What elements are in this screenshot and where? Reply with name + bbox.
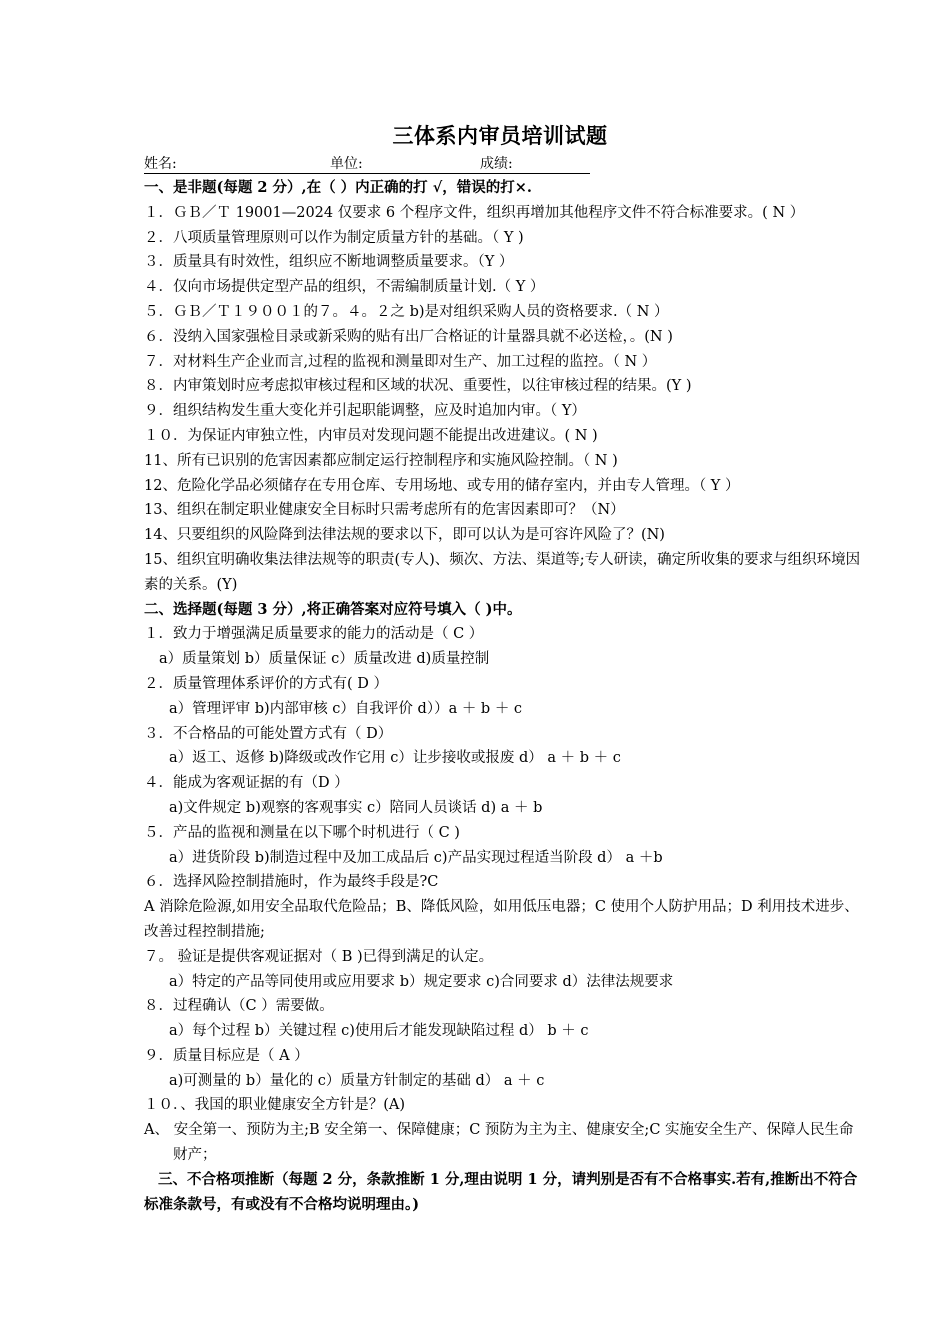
tf-item: １０．为保证内审独立性，内审员对发现问题不能提出改进建议。( N ) xyxy=(144,427,598,444)
mc-question: ３．不合格品的可能处置方式有（ D） xyxy=(144,725,393,742)
tf-item: ９．组织结构发生重大变化并引起职能调整，应及时追加内审。（ Y） xyxy=(144,403,586,420)
mc-question: ６．选择风险控制措施时，作为最终手段是?C xyxy=(144,874,439,891)
section3-heading: 三、不合格项推断（每题 2 分，条款推断 1 分,理由说明 1 分，请判别是否有不合格事实.若有,推断出不符合标准条款号，有或没有不合格均说明理由。) xyxy=(144,1170,858,1213)
section1-heading: 一、是非题(每题 2 分）,在（ ）内正确的打 √，错误的打×. xyxy=(144,179,532,196)
tf-item: ２．八项质量管理原则可以作为制定质量方针的基础。（ Y ) xyxy=(144,229,524,246)
mc-options: a）返工、返修 b)降级或改作它用 c）让步接收或报废 d） a ＋ b ＋ c xyxy=(169,750,621,767)
mc-options: a）进货阶段 b)制造过程中及加工成品后 c)产品实现过程适当阶段 d） a ＋b xyxy=(169,849,663,866)
tf-item: ８．内审策划时应考虑拟审核过程和区域的状况、重要性，以往审核过程的结果。(Y ) xyxy=(144,378,692,395)
mc-options: a）特定的产品等同使用或应用要求 b）规定要求 c)合同要求 d）法律法规要求 xyxy=(169,973,674,990)
document-title: 三体系内审员培训试题 xyxy=(392,123,608,148)
mc-question: １０．、我国的职业健康安全方针是？(A) xyxy=(144,1097,406,1114)
mc-options: A 消除危险源,如用安全品取代危险品；B、降低风险，如用低压电器；C 使用个人防护用品；D 利用技术进步、改善过程控制措施; xyxy=(144,899,859,940)
mc-question: ９．质量目标应是（ A ） xyxy=(144,1047,309,1064)
tf-item: 14、只要组织的风险降到法律法规的要求以下，即可以认为是可容许风险了？(N) xyxy=(144,527,665,544)
mc-question: ７。 验证是提供客观证据对（ B )已得到满足的认定。 xyxy=(144,948,494,965)
mc-question: ８．过程确认（C ）需要做。 xyxy=(144,998,334,1015)
tf-item: 13、组织在制定职业健康安全目标时只需考虑所有的危害因素即可？（N） xyxy=(144,502,625,519)
score-label: 成绩: xyxy=(480,156,513,172)
tf-item: 15、组织宜明确收集法律法规等的职责(专人)、频次、方法、渠道等;专人研读，确定所收集的要求与组织环境因素的关系。(Y) xyxy=(144,551,861,593)
mc-question: ５．产品的监视和测量在以下哪个时机进行（ C ) xyxy=(144,824,460,841)
mc-options: a)文件规定 b)观察的客观事实 c）陪同人员谈话 d) a ＋ b xyxy=(169,799,543,816)
tf-item: 12、危险化学品必须储存在专用仓库、专用场地、或专用的储存室内，并由专人管理。（ Y ） xyxy=(144,477,740,494)
tf-item: ３．质量具有时效性，组织应不断地调整质量要求。（Y ） xyxy=(144,254,514,271)
mc-options: a）管理评审 b)内部审核 c）自我评价 d））a ＋ b ＋ c xyxy=(169,700,523,717)
tf-item: ７．对材料生产企业而言,过程的监视和测量即对生产、加工过程的监控。（ N ） xyxy=(144,353,657,370)
mc-question: ４．能成为客观证据的有（D ） xyxy=(144,775,349,792)
name-label: 姓名: xyxy=(144,156,177,172)
section2-heading: 二、选择题(每题 3 分）,将正确答案对应符号填入（ )中。 xyxy=(144,600,522,618)
mc-options: A、 安全第一、预防为主;B 安全第一、保障健康；C 预防为主为主、健康安全;C 实施安全生产、保障人民生命财产； xyxy=(144,1122,854,1164)
tf-item: ６．没纳入国家强检目录或新采购的贴有出厂合格证的计量器具就不必送检，。(N ) xyxy=(144,328,673,345)
tf-item: ４．仅向市场提供定型产品的组织，不需编制质量计划.（ Y ） xyxy=(144,279,545,296)
tf-item: １．ＧＢ／Ｔ 19001—2024 仅要求 6 个程序文件，组织再增加其他程序文件不符合标准要求。( N ） xyxy=(144,204,805,221)
unit-label: 单位: xyxy=(330,156,363,172)
mc-question: １．致力于增强满足质量要求的能力的活动是（ C ） xyxy=(144,626,484,643)
mc-question: ２．质量管理体系评价的方式有( D ） xyxy=(144,675,388,692)
document-body xyxy=(144,176,864,1217)
header-fields xyxy=(144,153,590,174)
mc-options: a）质量策划 b）质量保证 c）质量改进 d)质量控制 xyxy=(159,651,490,668)
mc-options: a）每个过程 b）关键过程 c)使用后才能发现缺陷过程 d） b ＋ c xyxy=(169,1023,589,1040)
tf-item: 11、所有已识别的危害因素都应制定运行控制程序和实施风险控制。（ N ) xyxy=(144,452,618,469)
tf-item: ５．ＧＢ／Ｔ１９００１的７。４。２之 b)是对组织采购人员的资格要求.（ N ） xyxy=(144,303,669,320)
mc-options: a)可测量的 b）量化的 c）质量方针制定的基础 d） a ＋ c xyxy=(169,1072,545,1089)
